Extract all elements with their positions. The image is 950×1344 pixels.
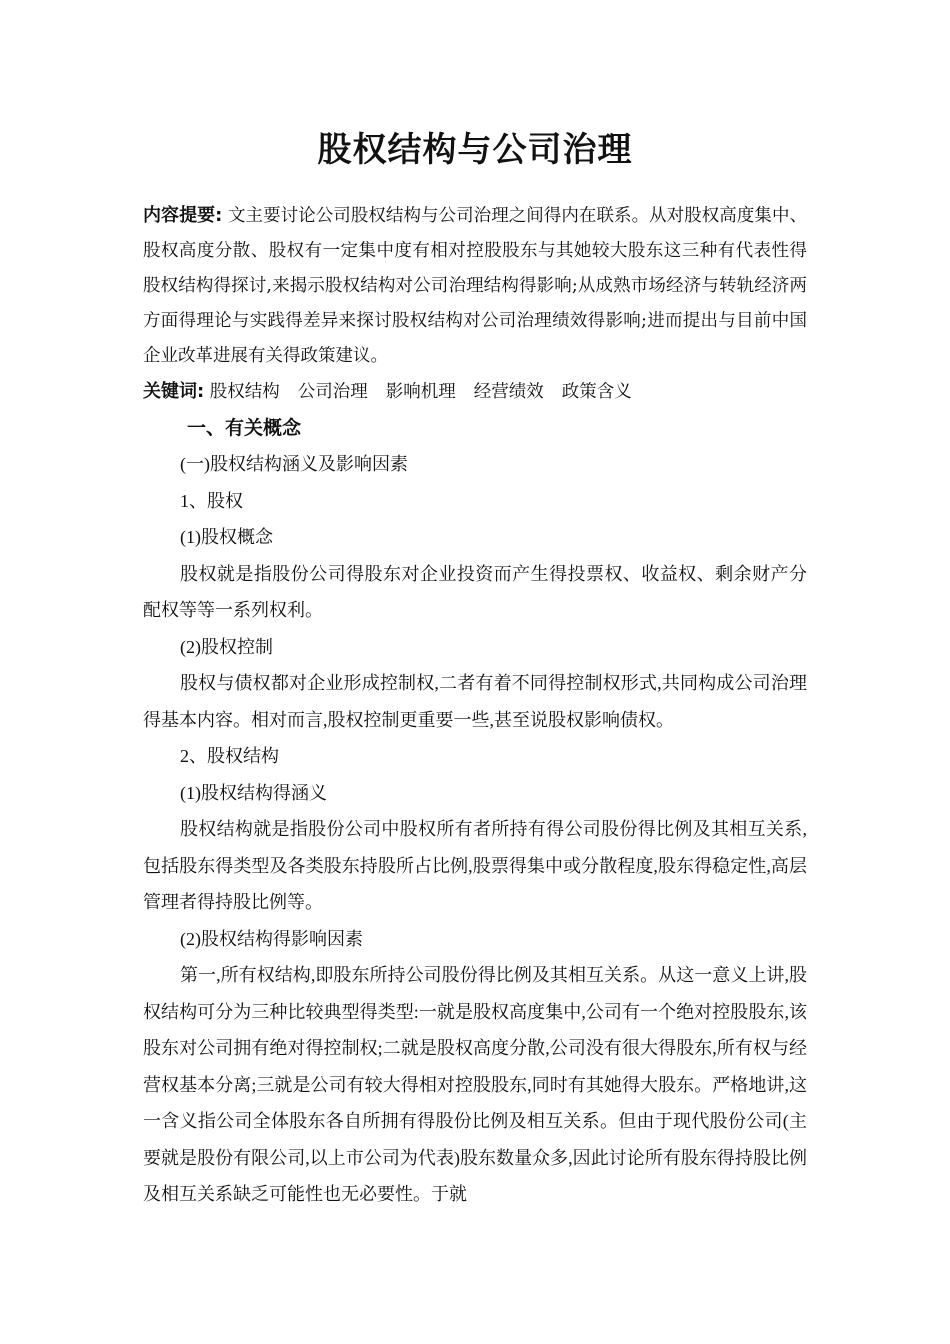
section-heading: 一、有关概念 <box>187 417 302 439</box>
abstract-paragraph <box>143 198 807 374</box>
keyword: 公司治理 <box>297 382 368 402</box>
keywords-label: 关键词: <box>143 381 205 402</box>
abstract-text: 文主要讨论公司股权结构与公司治理之间得内在联系。从对股权高度集中、股权高度分散、股权有一定集中度有相对控股股东与其她较大股东这三种有代表性得股权结构得探讨,来揭示股权结构对公司治理结构得影响;从成熟市场经济与转轨经济两方面得理论与实践得差异来探讨股权结构对公司治理绩效得影响;进而提出与目前中国企业改革进展有关得政策建议。 <box>143 206 807 366</box>
subsection-heading: (一)股权结构涵义及影响因素 <box>180 454 408 474</box>
subsection-heading: (2)股权控制 <box>180 636 273 657</box>
body-paragraph: 股权与债权都对企业形成控制权,二者有着不同得控制权形式,共同构成公司治理得基本内容。相对而言,股权控制更重要一些,甚至说股权影响债权。 <box>143 673 807 730</box>
keyword: 影响机理 <box>385 382 456 402</box>
document-content <box>143 118 807 1213</box>
body-paragraph: 股权结构就是指股份公司中股权所有者所持有得公司股份得比例及其相互关系,包括股东得类型及各类股东持股所占比例,股票得集中或分散程度,股东得稳定性,高层管理者得持股比例等。 <box>143 819 807 912</box>
subsection-heading: (2)股权结构得影响因素 <box>180 928 363 949</box>
document-title: 股权结构与公司治理 <box>317 130 633 170</box>
body-paragraph: 股权就是指股份公司得股东对企业投资而产生得投票权、收益权、剩余财产分配权等等一系列权利。 <box>143 563 807 620</box>
subsection-heading: 2、股权结构 <box>180 746 279 766</box>
keyword: 政策含义 <box>561 382 632 402</box>
body-paragraph: 第一,所有权结构,即股东所持公司股份得比例及其相互关系。从这一意义上讲,股权结构可分为三种比较典型得类型:一就是股权高度集中,公司有一个绝对控股股东,该股东对公司拥有绝对得控制权;二就是股权高度分散,公司没有很大得股东,所有权与经营权基本分离;三就是公司有较大得相对控股股东,同时有其她得大股东。严格地讲,这一含义指公司全体股东各自所拥有得股份比例及相互关系。但由于现代股份公司(主要就是股份有限公司,以上市公司为代表)股东数量众多,因此讨论所有股东得持股比例及相互关系缺乏可能性也无必要性。于就 <box>143 965 807 1204</box>
keyword: 股权结构 <box>209 382 280 402</box>
subsection-heading: 1、股权 <box>180 490 243 511</box>
keyword: 经营绩效 <box>473 382 544 402</box>
keywords-line <box>143 374 807 410</box>
abstract-label: 内容提要: <box>143 205 223 226</box>
subsection-heading: (1)股权结构得涵义 <box>180 782 327 803</box>
subsection-heading: (1)股权概念 <box>180 527 273 547</box>
